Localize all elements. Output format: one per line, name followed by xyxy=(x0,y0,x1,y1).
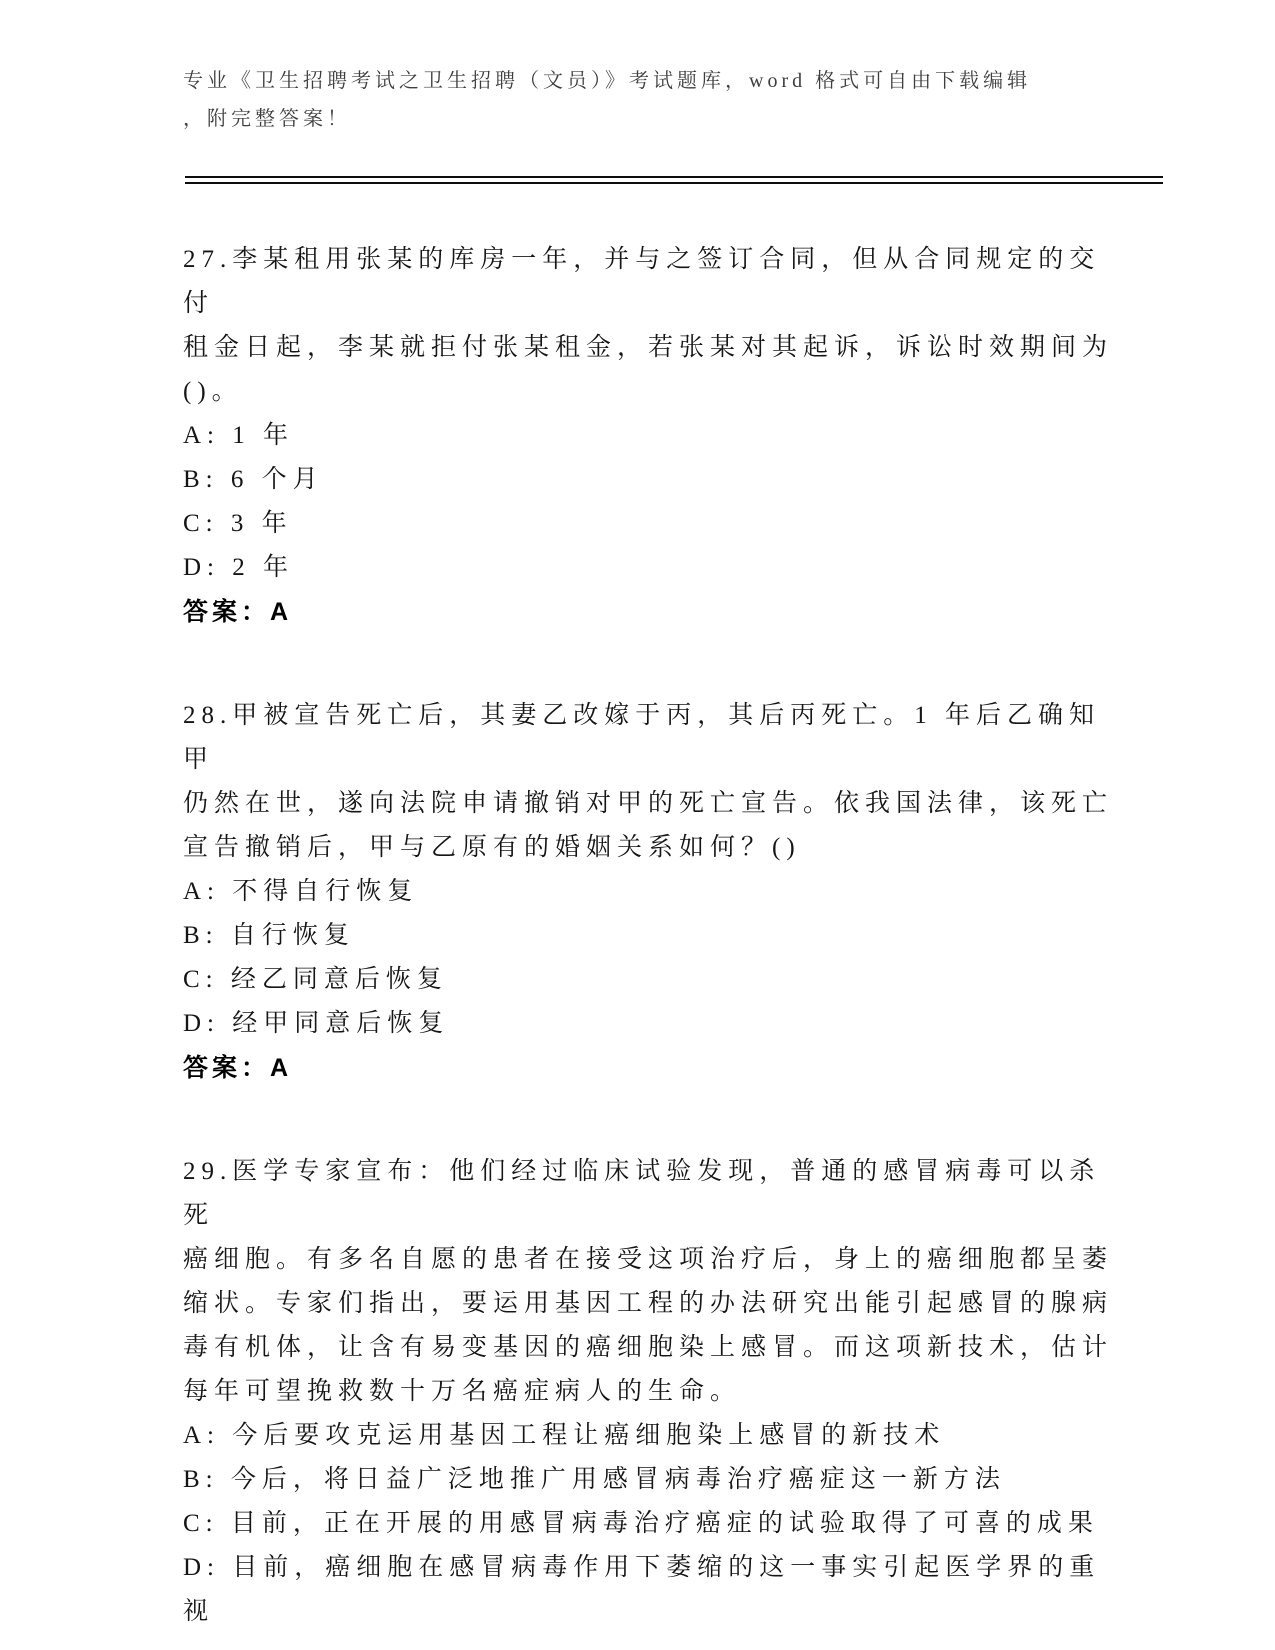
question-27-option-b: B: 6 个月 xyxy=(183,466,324,493)
question-28-text-line-1: 28.甲被宣告死亡后，其妻乙改嫁于丙，其后丙死亡。1 年后乙确知甲 xyxy=(183,702,1101,773)
question-29-option-b: B: 今后，将日益广泛地推广用感冒病毒治疗癌症这一新方法 xyxy=(183,1466,1006,1493)
question-list xyxy=(183,238,1128,1634)
question-27-option-c: C: 3 年 xyxy=(183,510,293,537)
question-29-text-line-2: 癌细胞。有多名自愿的患者在接受这项治疗后，身上的癌细胞都呈萎 xyxy=(183,1246,1114,1273)
question-27-text-line-1: 27.李某租用张某的库房一年，并与之签订合同，但从合同规定的交付 xyxy=(183,246,1101,317)
document-header xyxy=(183,62,1053,138)
question-29-option-c: C: 目前，正在开展的用感冒病毒治疗癌症的试验取得了可喜的成果 xyxy=(183,1510,1099,1537)
question-27-answer: 答案：A xyxy=(183,598,293,626)
question-28-option-a: A: 不得自行恢复 xyxy=(183,878,419,905)
question-29-option-d: D: 目前，癌细胞在感冒病毒作用下萎缩的这一事实引起医学界的重视 xyxy=(183,1554,1101,1625)
question-27 xyxy=(183,238,1128,634)
question-29-text-line-5: 每年可望挽救数十万名癌症病人的生命。 xyxy=(183,1378,742,1405)
question-28-text-line-2: 仍然在世，遂向法院申请撤销对甲的死亡宣告。依我国法律，该死亡 xyxy=(183,790,1114,817)
question-29-text-line-4: 毒有机体，让含有易变基因的癌细胞染上感冒。而这项新技术，估计 xyxy=(183,1334,1114,1361)
question-29 xyxy=(183,1150,1128,1634)
question-28-answer: 答案：A xyxy=(183,1054,293,1082)
question-29-option-a: A: 今后要攻克运用基因工程让癌细胞染上感冒的新技术 xyxy=(183,1422,946,1449)
question-27-option-d: D: 2 年 xyxy=(183,554,295,581)
question-27-option-a: A: 1 年 xyxy=(183,422,295,449)
question-28-option-b: B: 自行恢复 xyxy=(183,922,355,949)
question-28-option-c: C: 经乙同意后恢复 xyxy=(183,966,448,993)
question-29-text-line-3: 缩状。专家们指出，要运用基因工程的办法研究出能引起感冒的腺病 xyxy=(183,1290,1114,1317)
header-divider-double-rule xyxy=(185,176,1163,184)
question-29-text-line-1: 29.医学专家宣布：他们经过临床试验发现，普通的感冒病毒可以杀死 xyxy=(183,1158,1101,1229)
question-27-text-line-3: ()。 xyxy=(183,378,243,405)
question-27-text-line-2: 租金日起，李某就拒付张某租金，若张某对其起诉，诉讼时效期间为 xyxy=(183,334,1114,361)
header-line-2: ，附完整答案！ xyxy=(183,108,351,130)
header-line-1: 专业《卫生招聘考试之卫生招聘（文员）》考试题库，word 格式可自由下载编辑 xyxy=(183,70,1032,92)
question-28-text-line-3: 宣告撤销后，甲与乙原有的婚姻关系如何？() xyxy=(183,834,801,861)
question-28-option-d: D: 经甲同意后恢复 xyxy=(183,1010,450,1037)
question-28 xyxy=(183,694,1128,1090)
